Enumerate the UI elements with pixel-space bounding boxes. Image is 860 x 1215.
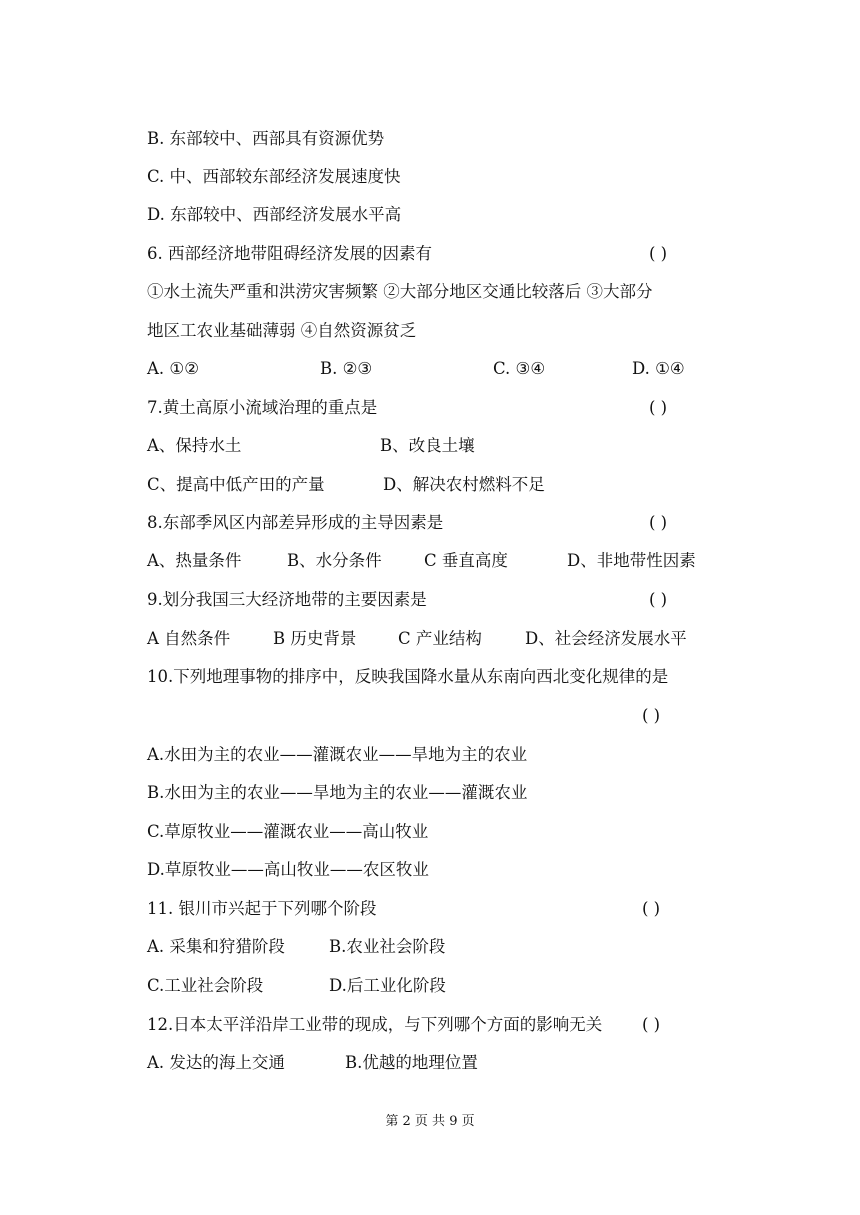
option-c: C 产业结构 <box>398 629 482 648</box>
option-text: C. 中、西部较东部经济发展速度快 <box>147 167 401 186</box>
question-text: 10.下列地理事物的排序中，反映我国降水量从东南向西北变化规律的是 <box>147 667 669 686</box>
question-text: 8.东部季风区内部差异形成的主导因素是 <box>147 513 444 532</box>
option-c: C. ③④ <box>493 359 546 378</box>
question-8 <box>147 508 727 538</box>
option-text: A.水田为主的农业——灌溉农业——旱地为主的农业 <box>147 745 528 764</box>
options-row <box>147 546 727 576</box>
question-11 <box>147 894 727 924</box>
options-row <box>147 1048 727 1078</box>
statement-text: 地区工农业基础薄弱 ④自然资源贫乏 <box>147 321 417 340</box>
page-footer: 第 2 页 共 9 页 <box>385 1114 475 1129</box>
option-text: D.草原牧业——高山牧业——农区牧业 <box>147 860 429 879</box>
question-statement <box>147 316 727 346</box>
option-text: B.水田为主的农业——旱地为主的农业——灌溉农业 <box>147 783 528 802</box>
option-a: A、保持水土 <box>147 436 242 455</box>
option-line <box>147 778 727 808</box>
answer-bracket: ( ) <box>649 590 668 609</box>
option-b: B. ②③ <box>320 359 373 378</box>
option-a: A. 发达的海上交通 <box>147 1053 285 1072</box>
options-row <box>147 932 727 962</box>
option-line <box>147 855 727 885</box>
options-row <box>147 470 727 500</box>
option-line <box>147 162 727 192</box>
options-row <box>147 354 727 384</box>
option-d: D. ①④ <box>632 359 685 378</box>
answer-bracket: ( ) <box>642 899 661 918</box>
option-text: B. 东部较中、西部具有资源优势 <box>147 129 385 148</box>
question-9 <box>147 585 727 615</box>
question-text: 9.划分我国三大经济地带的主要因素是 <box>147 590 427 609</box>
answer-bracket: ( ) <box>649 398 668 417</box>
option-b: B、水分条件 <box>287 551 382 570</box>
option-text: D. 东部较中、西部经济发展水平高 <box>147 205 402 224</box>
answer-bracket: ( ) <box>649 513 668 532</box>
option-a: A 自然条件 <box>147 629 231 648</box>
question-text: 12.日本太平洋沿岸工业带的现成，与下列哪个方面的影响无关 <box>147 1015 603 1034</box>
option-d: D、社会经济发展水平 <box>525 629 687 648</box>
option-c: C 垂直高度 <box>424 551 508 570</box>
question-12 <box>147 1010 727 1040</box>
answer-bracket: ( ) <box>642 1015 661 1034</box>
option-b: B.优越的地理位置 <box>345 1053 478 1072</box>
answer-bracket: ( ) <box>649 244 668 263</box>
question-10 <box>147 662 727 692</box>
options-row <box>147 624 727 654</box>
question-10-bracket-line <box>147 701 727 731</box>
answer-bracket: ( ) <box>642 706 661 725</box>
option-d: D.后工业化阶段 <box>329 976 446 995</box>
option-text: C.草原牧业——灌溉农业——高山牧业 <box>147 822 429 841</box>
option-line <box>147 200 727 230</box>
option-a: A. 采集和狩猎阶段 <box>147 937 285 956</box>
option-b: B.农业社会阶段 <box>329 937 446 956</box>
options-row <box>147 431 727 461</box>
question-text: 6. 西部经济地带阻碍经济发展的因素有 <box>147 244 432 263</box>
question-statement <box>147 277 727 307</box>
option-line <box>147 817 727 847</box>
option-b: B 历史背景 <box>273 629 357 648</box>
option-d: D、非地带性因素 <box>567 551 696 570</box>
option-c: C、提高中低产田的产量 <box>147 475 325 494</box>
option-a: A、热量条件 <box>147 551 242 570</box>
option-c: C.工业社会阶段 <box>147 976 264 995</box>
option-d: D、解决农村燃料不足 <box>383 475 545 494</box>
option-a: A. ①② <box>147 359 199 378</box>
question-text: 7.黄土高原小流域治理的重点是 <box>147 398 378 417</box>
option-line <box>147 124 727 154</box>
question-text: 11. 银川市兴起于下列哪个阶段 <box>147 899 377 918</box>
question-6 <box>147 239 727 269</box>
options-row <box>147 971 727 1001</box>
statement-text: ①水土流失严重和洪涝灾害频繁 ②大部分地区交通比较落后 ③大部分 <box>147 282 653 301</box>
option-b: B、改良土壤 <box>380 436 475 455</box>
question-7 <box>147 393 727 423</box>
option-line <box>147 740 727 770</box>
